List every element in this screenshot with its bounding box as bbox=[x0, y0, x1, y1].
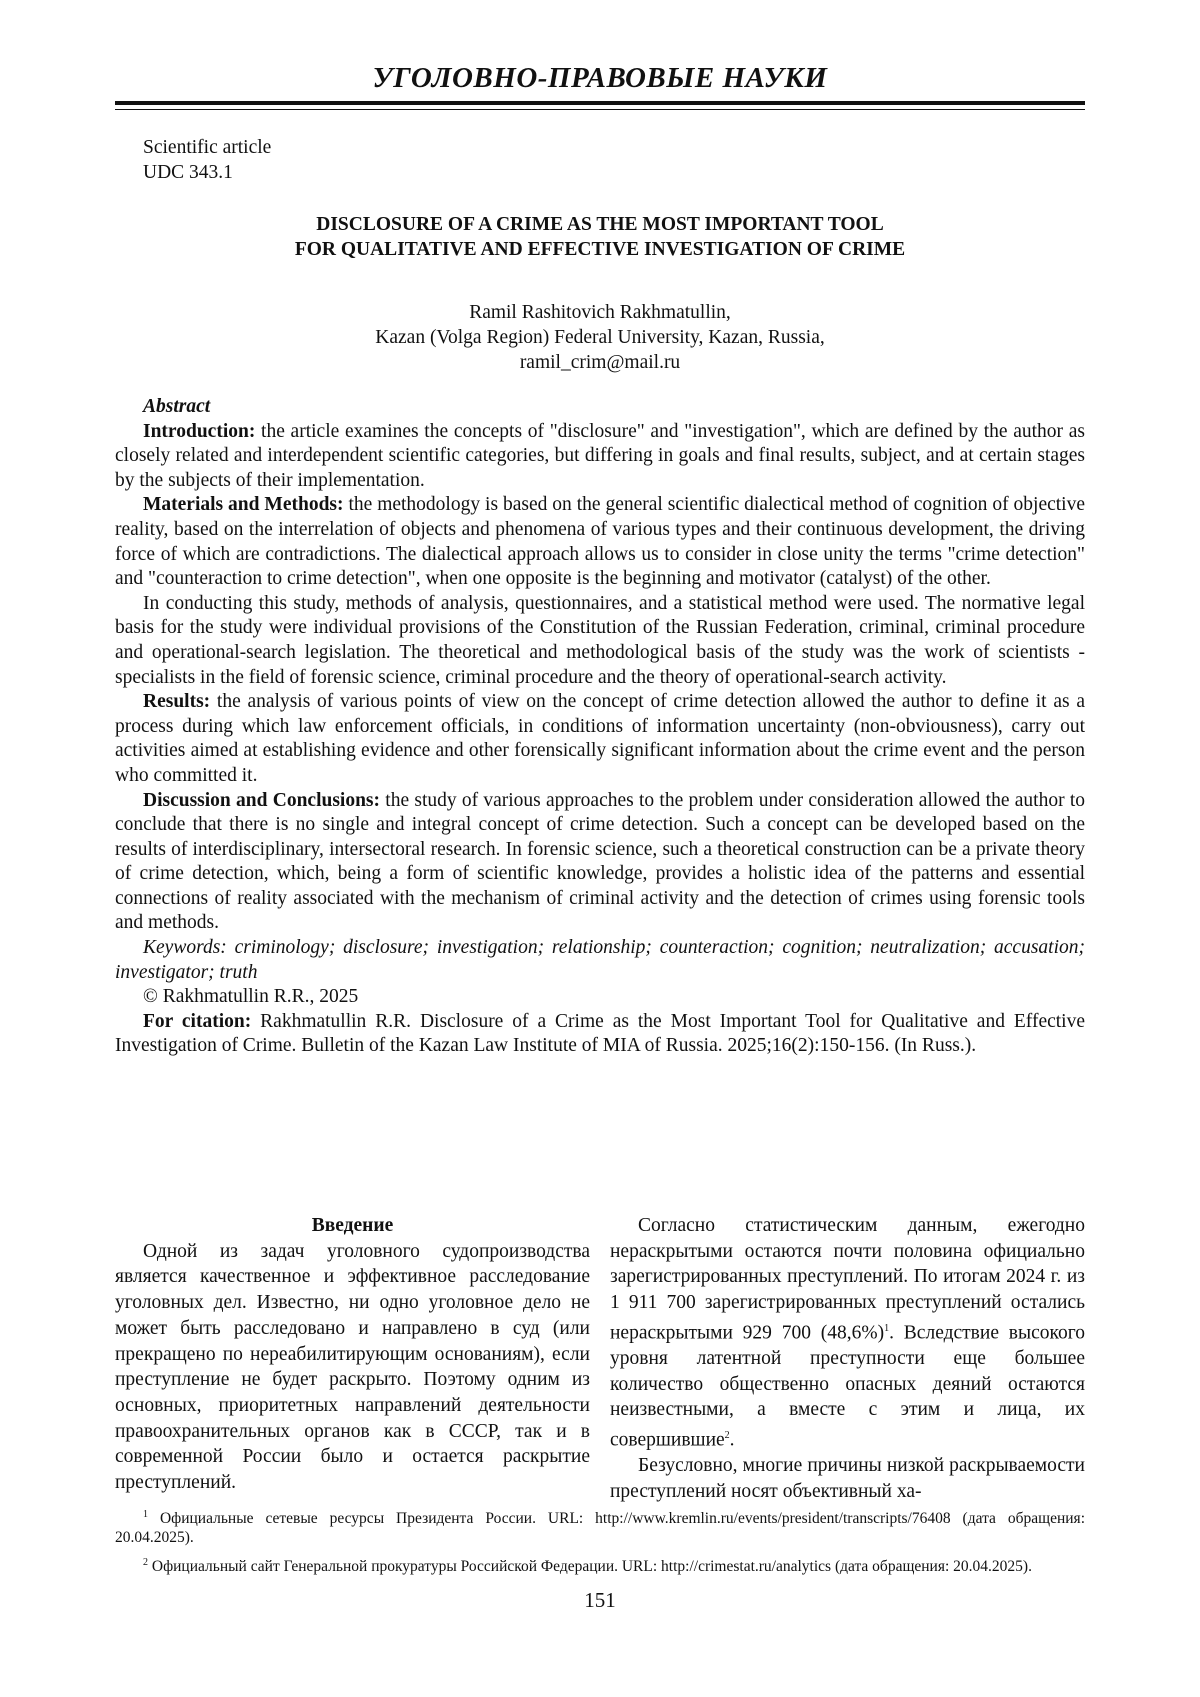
title-line-2: FOR QUALITATIVE AND EFFECTIVE INVESTIGATION OF CRIME bbox=[115, 237, 1085, 262]
header-rule-thin bbox=[115, 109, 1085, 110]
abstract-methods-2: In conducting this study, methods of analysis, questionnaires, and a statistical method were used. The normative legal basis for the study were individual provisions of the Constitution of the Russian Federation, criminal, criminal procedure and operational-search legislation. The theoretical and methodological basis of the study was the work of scientists - specialists in the field of forensic science, criminal procedure and the theory of operational-search activity. bbox=[115, 592, 1085, 690]
footnote-text: Официальный сайт Генеральной прокуратуры Российской Федерации. URL: http://crimestat.ru/analytics (дата обращения: 20.04.2025). bbox=[148, 1558, 1032, 1575]
title-line-1: DISCLOSURE OF A CRIME AS THE MOST IMPORTANT TOOL bbox=[115, 212, 1085, 237]
author-name: Ramil Rashitovich Rakhmatullin, bbox=[115, 300, 1085, 325]
label: For citation: bbox=[143, 1011, 251, 1032]
abstract-discussion bbox=[115, 789, 1085, 937]
abstract-methods bbox=[115, 493, 1085, 591]
footnote-ref[interactable]: 1 bbox=[884, 1323, 889, 1334]
footnotes bbox=[115, 1505, 1085, 1582]
page-number: 151 bbox=[0, 1588, 1200, 1613]
paragraph: Одной из задач уголовного судопроизводства является качественное и эффективное расследование уголовных дел. Известно, ни одно уголовное дело не может быть расследовано и направлено в суд (или прекращено по нереабилитирующим основаниям), если преступление не будет раскрыто. Поэтому одним из основных, приоритетных направлений деятельности правоохранительных органов как в СССР, так и в современной России было и остается раскрытие преступлений. bbox=[115, 1239, 590, 1496]
footnote-number: 1 bbox=[143, 1509, 148, 1520]
author-affiliation: Kazan (Volga Region) Federal University, Kazan, Russia, bbox=[115, 325, 1085, 350]
article-meta bbox=[143, 135, 271, 185]
abstract bbox=[115, 395, 1085, 1059]
citation bbox=[115, 1010, 1085, 1059]
article-type: Scientific article bbox=[143, 135, 271, 160]
footnote-number: 2 bbox=[143, 1557, 148, 1568]
header-rule-thick bbox=[115, 101, 1085, 105]
section-heading: Введение bbox=[115, 1213, 590, 1239]
text: Согласно статистическим данным, ежегодно нераскрытыми остаются почти половина официально зарегистрированных преступлений. По итогам 2024 г. из 1 911 700 зарегистрированных преступлений остались нераскрытыми 929 700 (48,6%) bbox=[610, 1215, 1085, 1343]
text: the article examines the concepts of "disclosure" and "investigation", which are defined by the author as closely related and interdependent scientific categories, but differing in goals and final results, subject, and at certain stages by the subjects of their implementation. bbox=[115, 421, 1085, 491]
text: . Вследствие высокого уровня латентной преступности еще большее количество общественно опасных деяний остаются неизвестными, а вместе с этим и лица, их совершившие bbox=[610, 1322, 1085, 1450]
author-block bbox=[115, 300, 1085, 375]
right-column bbox=[610, 1213, 1085, 1505]
paragraph: Безусловно, многие причины низкой раскрываемости преступлений носят объективный ха- bbox=[610, 1453, 1085, 1504]
text: the analysis of various points of view on the concept of crime detection allowed the author to define it as a process during which law enforcement officials, in conditions of information uncertainty (non-obviousness), carry out activities aimed at establishing evidence and other forensically significant information about the crime event and the person who committed it. bbox=[115, 691, 1085, 786]
author-email[interactable]: ramil_crim@mail.ru bbox=[115, 350, 1085, 375]
label: Results: bbox=[143, 691, 210, 712]
abstract-results bbox=[115, 690, 1085, 788]
keywords: Keywords: criminology; disclosure; investigation; relationship; counteraction; cognition; neutralization; accusation; investigator; truth bbox=[115, 936, 1085, 985]
copyright: © Rakhmatullin R.R., 2025 bbox=[115, 985, 1085, 1010]
body-columns bbox=[115, 1213, 1085, 1505]
udc: UDC 343.1 bbox=[143, 160, 271, 185]
text: . bbox=[730, 1430, 735, 1451]
label: Introduction: bbox=[143, 421, 255, 442]
section-header: УГОЛОВНО-ПРАВОВЫЕ НАУКИ bbox=[115, 62, 1085, 95]
text: the methodology is based on the general scientific dialectical method of cognition of objective reality, based on the interrelation of objects and phenomena of various types and their continuous development, the driving force of which are contradictions. The dialectical approach allows us to consider in close unity the terms "crime detection" and "counteraction to crime detection", when one opposite is the beginning and motivator (catalyst) of the other. bbox=[115, 494, 1085, 589]
article-title bbox=[115, 212, 1085, 262]
abstract-heading: Abstract bbox=[115, 395, 1085, 420]
text: the study of various approaches to the problem under consideration allowed the author to conclude that there is no single and integral concept of crime detection. Such a concept can be developed based on the results of interdisciplinary, intersectoral research. In forensic science, such a theoretical construction can be a private theory of crime detection, which, being a form of scientific knowledge, provides a holistic idea of the patterns and essential connections of reality associated with the mechanism of criminal activity and the detection of crimes using forensic tools and methods. bbox=[115, 790, 1085, 934]
label: Discussion and Conclusions: bbox=[143, 790, 380, 811]
text: Rakhmatullin R.R. Disclosure of a Crime as the Most Important Tool for Qualitative and Effective Investigation of Crime. Bulletin of the Kazan Law Institute of MIA of Russia. 2025;16(2):150-156. (In Russ.). bbox=[115, 1011, 1085, 1057]
left-column bbox=[115, 1213, 590, 1505]
footnote bbox=[115, 1505, 1085, 1547]
footnote bbox=[115, 1553, 1085, 1576]
footnote-ref[interactable]: 2 bbox=[725, 1430, 730, 1441]
abstract-introduction bbox=[115, 420, 1085, 494]
paragraph bbox=[610, 1213, 1085, 1453]
footnote-text: Официальные сетевые ресурсы Президента России. URL: http://www.kremlin.ru/events/president/transcripts/76408 (дата обращения: 20.04.2025). bbox=[115, 1510, 1085, 1546]
label: Materials and Methods: bbox=[143, 494, 344, 515]
